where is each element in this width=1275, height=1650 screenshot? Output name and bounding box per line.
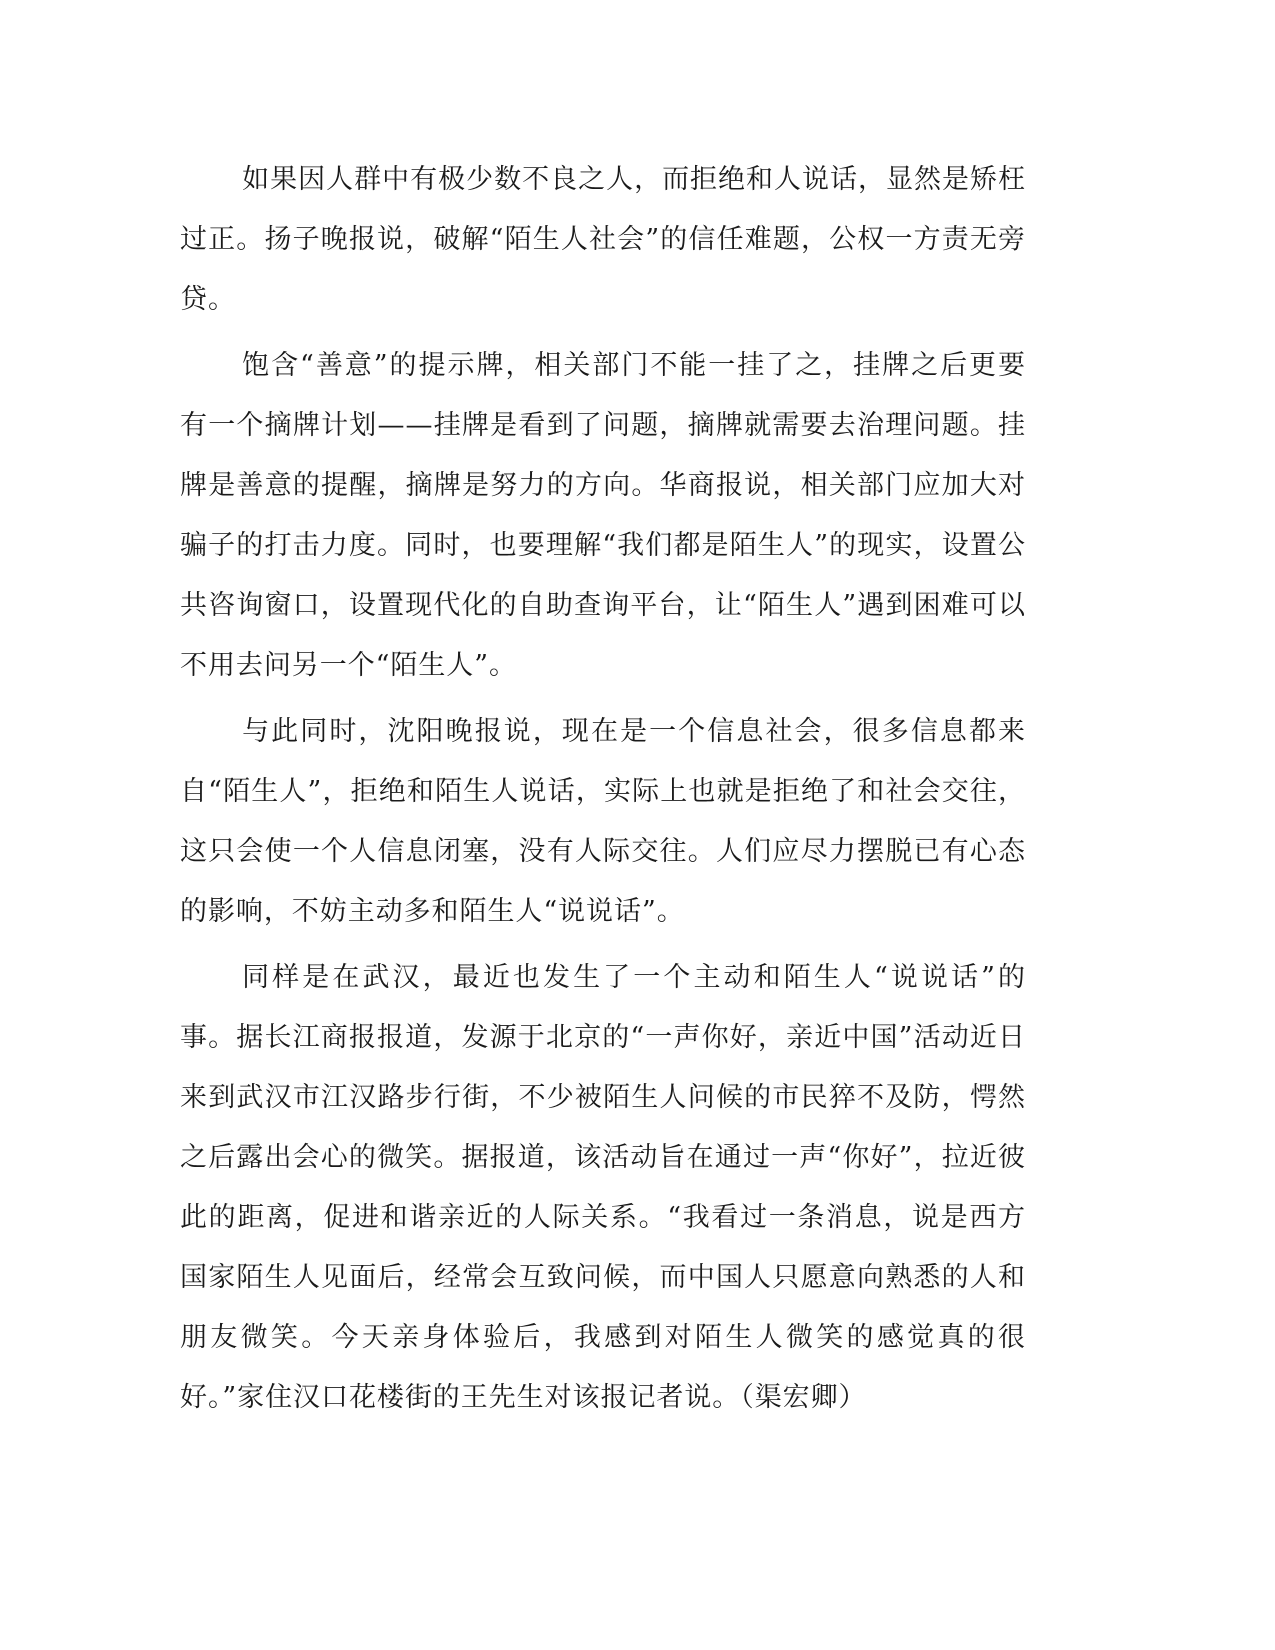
paragraph-1: 如果因人群中有极少数不良之人，而拒绝和人说话，显然是矫枉过正。扬子晚报说，破解“陌生人社会”的信任难题，公权一方责无旁贷。: [180, 164, 1026, 315]
document-body: [180, 150, 1026, 1428]
paragraph-4: 同样是在武汉，最近也发生了一个主动和陌生人“说说话”的事。据长江商报报道，发源于北京的“一声你好，亲近中国”活动近日来到武汉市江汉路步行街，不少被陌生人问候的市民猝不及防，愕然之后露出会心的微笑。据报道，该活动旨在通过一声“你好”，拉近彼此的距离，促进和谐亲近的人际关系。“我看过一条消息，说是西方国家陌生人见面后，经常会互致问候，而中国人只愿意向熟悉的人和朋友微笑。今天亲身体验后，我感到对陌生人微笑的感觉真的很好。”家住汉口花楼街的王先生对该报记者说。（渠宏卿）: [180, 962, 1026, 1413]
paragraph-2: 饱含“善意”的提示牌，相关部门不能一挂了之，挂牌之后更要有一个摘牌计划——挂牌是看到了问题，摘牌就需要去治理问题。挂牌是善意的提醒，摘牌是努力的方向。华商报说，相关部门应加大对骗子的打击力度。同时，也要理解“我们都是陌生人”的现实，设置公共咨询窗口，设置现代化的自助查询平台，让“陌生人”遇到困难可以不用去问另一个“陌生人”。: [180, 350, 1026, 681]
paragraph-3: 与此同时，沈阳晚报说，现在是一个信息社会，很多信息都来自“陌生人”，拒绝和陌生人说话，实际上也就是拒绝了和社会交往，这只会使一个人信息闭塞，没有人际交往。人们应尽力摆脱已有心态的影响，不妨主动多和陌生人“说说话”。: [180, 716, 1026, 927]
